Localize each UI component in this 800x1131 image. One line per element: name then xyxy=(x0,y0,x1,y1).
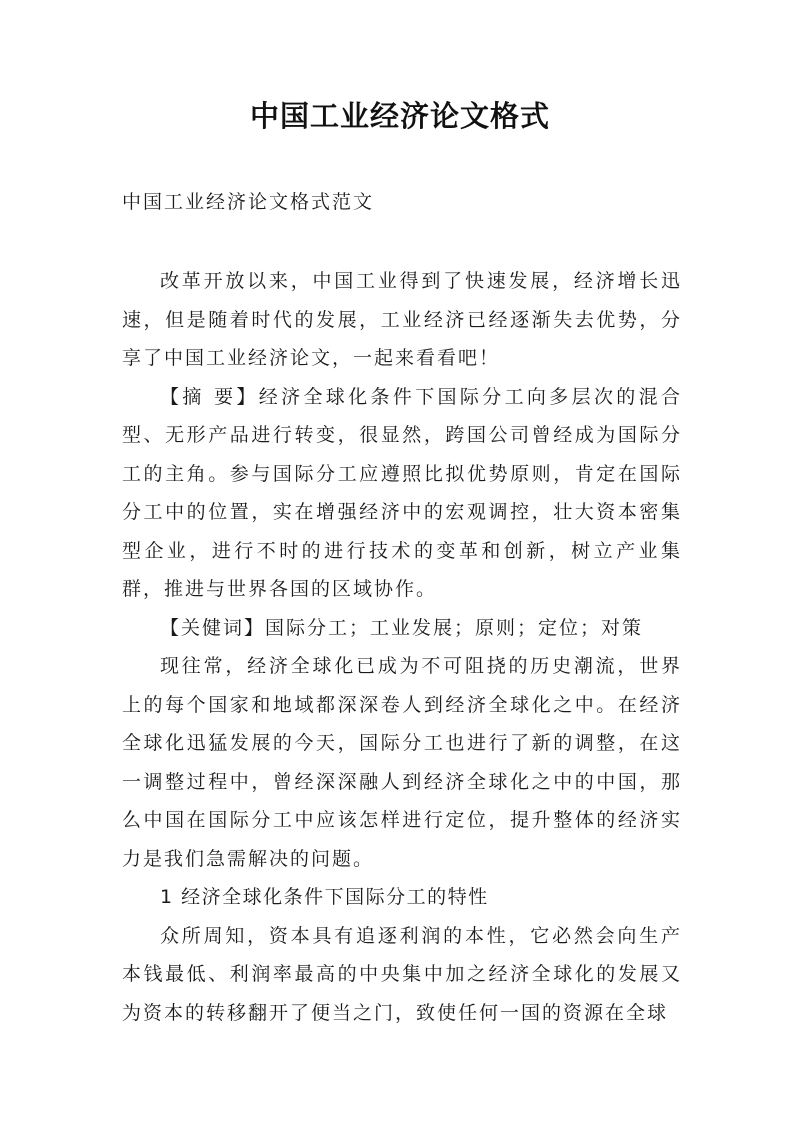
document-subtitle: 中国工业经济论文格式范文 xyxy=(122,191,375,213)
section-heading: 1 经济全球化条件下国际分工的特性 xyxy=(160,886,489,908)
intro-paragraph: 改革开放以来，中国工业得到了快速发展，经济增长迅速，但是随着时代的发展，工业经济已经逐渐失去优势，分享了中国工业经济论文，一起来看看吧！ xyxy=(122,270,682,369)
body-paragraph: 现往常，经济全球化已成为不可阻挠的历史潮流，世界上的每个国家和地域都深深卷人到经济全球化之中。在经济全球化迅猛发展的今天，国际分工也进行了新的调整，在这一调整过程中，曾经深深融人到经济全球化之中的中国，那么中国在国际分工中应该怎样进行定位，提升整体的经济实力是我们急需解决的问题。 xyxy=(122,655,682,870)
keywords-paragraph: 【关健词】国际分工；工业发展；原则；定位；对策 xyxy=(160,616,644,639)
abstract-paragraph: 【摘 要】经济全球化条件下国际分工向多层次的混合型、无形产品进行转变，很显然，跨国公司曾经成为国际分工的主角。参与国际分工应遵照比拟优势原则，肯定在国际分工中的位置，实在增强经济中的宏观调控，壮大资本密集型企业，进行不时的进行技术的变革和创新，树立产业集群，推进与世界各国的区域协作。 xyxy=(122,385,682,600)
document-title: 中国工业经济论文格式 xyxy=(249,99,550,133)
document-body xyxy=(122,262,682,1032)
body-paragraph: 众所周知，资本具有追逐利润的本性，它必然会向生产本钱最低、利润率最高的中央集中加之经济全球化的发展又为资本的转移翻开了便当之门，致使任何一国的资源在全球 xyxy=(122,924,682,1024)
